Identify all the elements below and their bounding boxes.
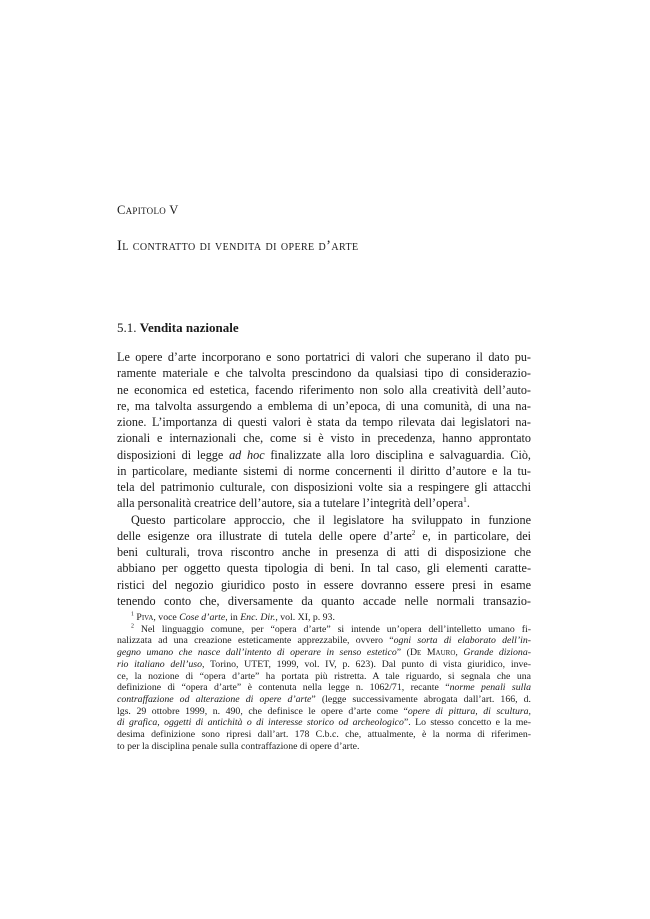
footnote-line — [117, 706, 531, 718]
text-run: tela del patrimonio culturale, con disposizioni volte sia a respingere gli attacchi — [117, 480, 531, 494]
text-run: Questo particolare approccio, che il legislatore ha sviluppato in funzione — [131, 512, 531, 527]
footnote-ref: 2 — [411, 527, 416, 537]
footnote-line — [117, 729, 531, 741]
text-run: ogni sorta di elaborato dell’in- — [393, 635, 531, 647]
text-run: abbiano per oggetto questa tipologia di beni. In tal caso, gli elementi caratte- — [117, 561, 531, 576]
footnote-line — [117, 682, 531, 694]
body-line — [117, 414, 531, 430]
text-run: definizione di “opera d’arte” è contenuta nella legge n. 1062/71, recante “ — [117, 682, 450, 694]
text-run: gegno umano che nasce dall’intento di operare in senso estetico — [117, 647, 397, 659]
section-number: 5.1. — [117, 320, 137, 335]
text-run: opere di pittura, di scultura, — [407, 705, 532, 717]
text-run: , in — [225, 612, 241, 623]
text-run: . — [466, 496, 470, 511]
chapter-title: Il contratto di vendita di opere d’arte — [117, 238, 359, 254]
text-run: disposizioni di legge — [117, 447, 230, 462]
footnote-line — [117, 612, 531, 624]
body-line — [117, 382, 531, 398]
text-run: , voce — [153, 612, 180, 623]
footnote-ref: 2 — [131, 623, 134, 630]
text-run: beni culturali, trova riscontro anche in presenza di atti di disposizione che — [117, 545, 531, 559]
body-line — [117, 365, 531, 381]
text-run: rio italiano dell’uso — [117, 658, 202, 670]
body-line — [117, 430, 531, 446]
text-run: ne economica ed estetica, facendo riferimento non solo alla creatività dell’auto- — [117, 382, 531, 397]
text-run: desima definizione sono ripresi dall’art. 178 C.b.c. che, attualmente, è la norma di riferimen- — [117, 729, 531, 741]
text-run: Le opere d’arte incorporano e sono portatrici di valori che superano il dato pu- — [117, 350, 531, 364]
text-run: , — [455, 647, 464, 659]
text-run: zionali e internazionali che, come si è visto in precedenza, hanno approntato — [117, 431, 531, 446]
footnotes — [117, 612, 531, 752]
text-run: alla personalità creatrice dell’autore, sia a tutelare l’integrità dell’opera — [117, 496, 464, 511]
body-text — [117, 349, 531, 609]
body-line — [117, 544, 531, 560]
text-run: ”. Lo stesso concetto e la me- — [403, 717, 532, 729]
text-run: ad hoc — [229, 447, 265, 462]
text-run: ramente materiale e che talvolta prescindono da qualsiasi tipo di considerazio- — [117, 366, 531, 381]
text-run: , vol. XI, p. 93. — [275, 612, 335, 623]
text-run: delle esigenze ora illustrate di tutela delle opere d’arte — [117, 528, 412, 543]
text-run: to per la disciplina penale sulla contraffazione di opere d’arte. — [117, 740, 360, 752]
text-run: finalizzate alla loro disciplina e salvaguardia. Ciò, — [264, 447, 531, 462]
text-run: lgs. 29 ottobre 1999, n. 490, che definisce le opere d’arte come “ — [117, 705, 408, 717]
chapter-label: Capitolo V — [117, 203, 179, 217]
text-run: in particolare, mediante sistemi di norme concernenti il diritto d’autore e la tu- — [117, 463, 531, 478]
footnote-line — [117, 624, 531, 636]
text-run: Grande diziona- — [463, 647, 531, 659]
body-line — [117, 512, 531, 528]
footnote-line — [117, 647, 531, 659]
footnote-ref: 1 — [131, 611, 134, 618]
author-name: De Mauro — [409, 647, 456, 659]
text-run: Nel linguaggio comune, per “opera d’arte” si intende un’opera dell’intelletto umano fi- — [133, 623, 531, 635]
footnote-ref: 1 — [463, 495, 467, 505]
body-line — [117, 479, 531, 495]
body-line — [117, 528, 531, 544]
text-run: Cose d’arte — [179, 612, 226, 623]
footnote-line — [117, 635, 531, 647]
body-line — [117, 577, 531, 593]
text-run: di grafica, oggetti di antichità o di interesse storico od archeologico — [117, 717, 404, 729]
text-run: re, ma talvolta assurgendo a emblema di un’epoca, di una comunità, di una na- — [117, 398, 531, 413]
text-run: tenendo conto che, diversamente da quanto accade nelle normali transazio- — [117, 593, 531, 608]
text-run: ce, la nozione di “opera d’arte” ha portata più ristretta. A tale riguardo, si segnala che una — [117, 670, 531, 682]
body-line — [117, 560, 531, 576]
author-name: Piva — [136, 612, 154, 623]
footnote-line — [117, 694, 531, 706]
text-run: zione. L’importanza di questi valori è stata da tempo rilevata dai legislatori na- — [117, 415, 531, 429]
footnote-line — [117, 741, 531, 753]
body-line — [117, 463, 531, 479]
section-heading — [117, 320, 239, 336]
text-run: norme penali sulla — [449, 682, 531, 694]
body-line — [117, 398, 531, 414]
footnote-line — [117, 717, 531, 729]
body-line — [117, 447, 531, 463]
footnote-line — [117, 671, 531, 683]
text-run: Enc. Dir. — [240, 612, 276, 623]
body-line — [117, 495, 531, 511]
text-run: contraffazione od alterazione di opere d’arte — [117, 693, 312, 705]
section-title: Vendita nazionale — [139, 320, 239, 335]
body-line — [117, 349, 531, 365]
text-run: nalizzata ad una creazione esteticamente apprezzabile, ovvero “ — [117, 635, 394, 647]
text-run: ” ( — [396, 647, 410, 659]
text-run: ” (legge successivamente abrogata dall’art. 166, d. — [311, 693, 532, 705]
text-run: , Torino, UTET, 1999, vol. IV, p. 623). Dal punto di vista giuridico, inve- — [201, 658, 531, 670]
body-line — [117, 593, 531, 609]
text-run: e, in particolare, dei — [415, 528, 531, 543]
footnote-line — [117, 659, 531, 671]
text-run: ristici del negozio giuridico posto in essere dovranno essere presi in esame — [117, 577, 531, 592]
